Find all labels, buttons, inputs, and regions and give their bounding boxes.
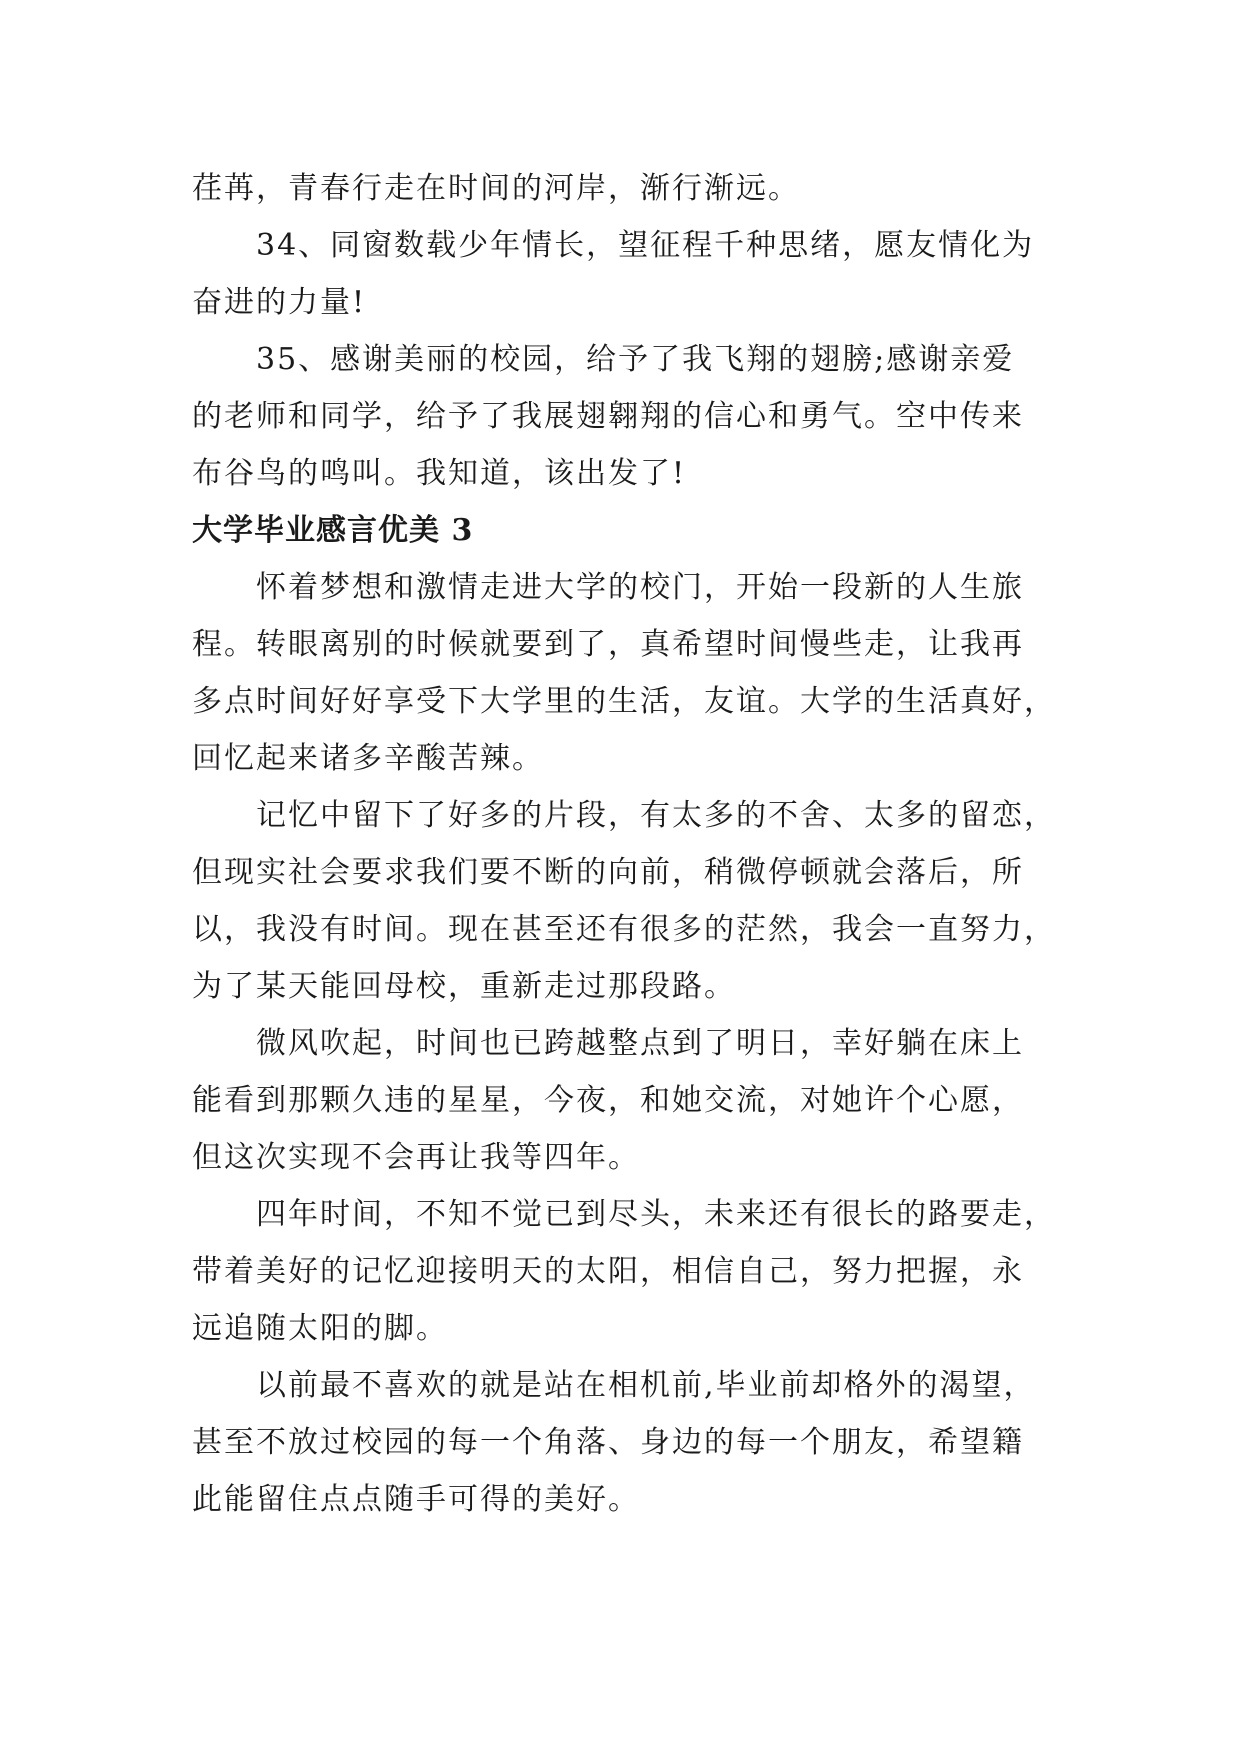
paragraph-item-34: [192, 217, 1058, 331]
section-paragraph: [192, 787, 1058, 1015]
section-paragraph: [192, 1186, 1058, 1357]
text-line: 带着美好的记忆迎接明天的太阳，相信自己，努力把握，永: [192, 1254, 1024, 1289]
text-line: 远追随太阳的脚。: [192, 1311, 448, 1346]
text-line: 布谷鸟的鸣叫。我知道，该出发了!: [192, 456, 687, 491]
text-line: 以，我没有时间。现在甚至还有很多的茫然，我会一直努力，: [192, 912, 1056, 947]
text-line: 多点时间好好享受下大学里的生活，友谊。大学的生活真好，: [192, 684, 1056, 719]
text-line: 34、同窗数载少年情长，望征程千种思绪，愿友情化为: [256, 228, 1035, 263]
text-line: 的老师和同学，给予了我展翅翱翔的信心和勇气。空中传来: [192, 399, 1024, 434]
document-body: [192, 160, 1058, 1528]
text-line: 怀着梦想和激情走进大学的校门，开始一段新的人生旅: [256, 570, 1024, 605]
section-paragraph: [192, 559, 1058, 787]
text-line: 35、感谢美丽的校园，给予了我飞翔的翅膀;感谢亲爱: [256, 342, 1015, 377]
text-line: 程。转眼离别的时候就要到了，真希望时间慢些走，让我再: [192, 627, 1024, 662]
text-line: 回忆起来诸多辛酸苦辣。: [192, 741, 544, 776]
section-paragraph: [192, 1357, 1058, 1528]
text-line: 但这次实现不会再让我等四年。: [192, 1140, 640, 1175]
text-line: 以前最不喜欢的就是站在相机前,毕业前却格外的渴望，: [256, 1368, 1036, 1403]
paragraph-continuation: [192, 160, 1058, 217]
text-line: 为了某天能回母校，重新走过那段路。: [192, 969, 736, 1004]
paragraph-item-35: [192, 331, 1058, 502]
text-line: 甚至不放过校园的每一个角落、身边的每一个朋友，希望籍: [192, 1425, 1024, 1460]
text-line: 奋进的力量!: [192, 285, 367, 320]
text-line: 此能留住点点随手可得的美好。: [192, 1482, 640, 1517]
text-line: 四年时间，不知不觉已到尽头，未来还有很长的路要走，: [256, 1197, 1056, 1232]
text-line: 但现实社会要求我们要不断的向前，稍微停顿就会落后，所: [192, 855, 1024, 890]
text-line: 微风吹起，时间也已跨越整点到了明日，幸好躺在床上: [256, 1026, 1024, 1061]
text-line: 记忆中留下了好多的片段，有太多的不舍、太多的留恋，: [256, 798, 1056, 833]
text-line: 荏苒，青春行走在时间的河岸，渐行渐远。: [192, 171, 800, 206]
text-line: 能看到那颗久违的星星，今夜，和她交流，对她许个心愿，: [192, 1083, 1024, 1118]
section-paragraph: [192, 1015, 1058, 1186]
section-heading: 大学毕业感言优美 3: [192, 513, 474, 548]
